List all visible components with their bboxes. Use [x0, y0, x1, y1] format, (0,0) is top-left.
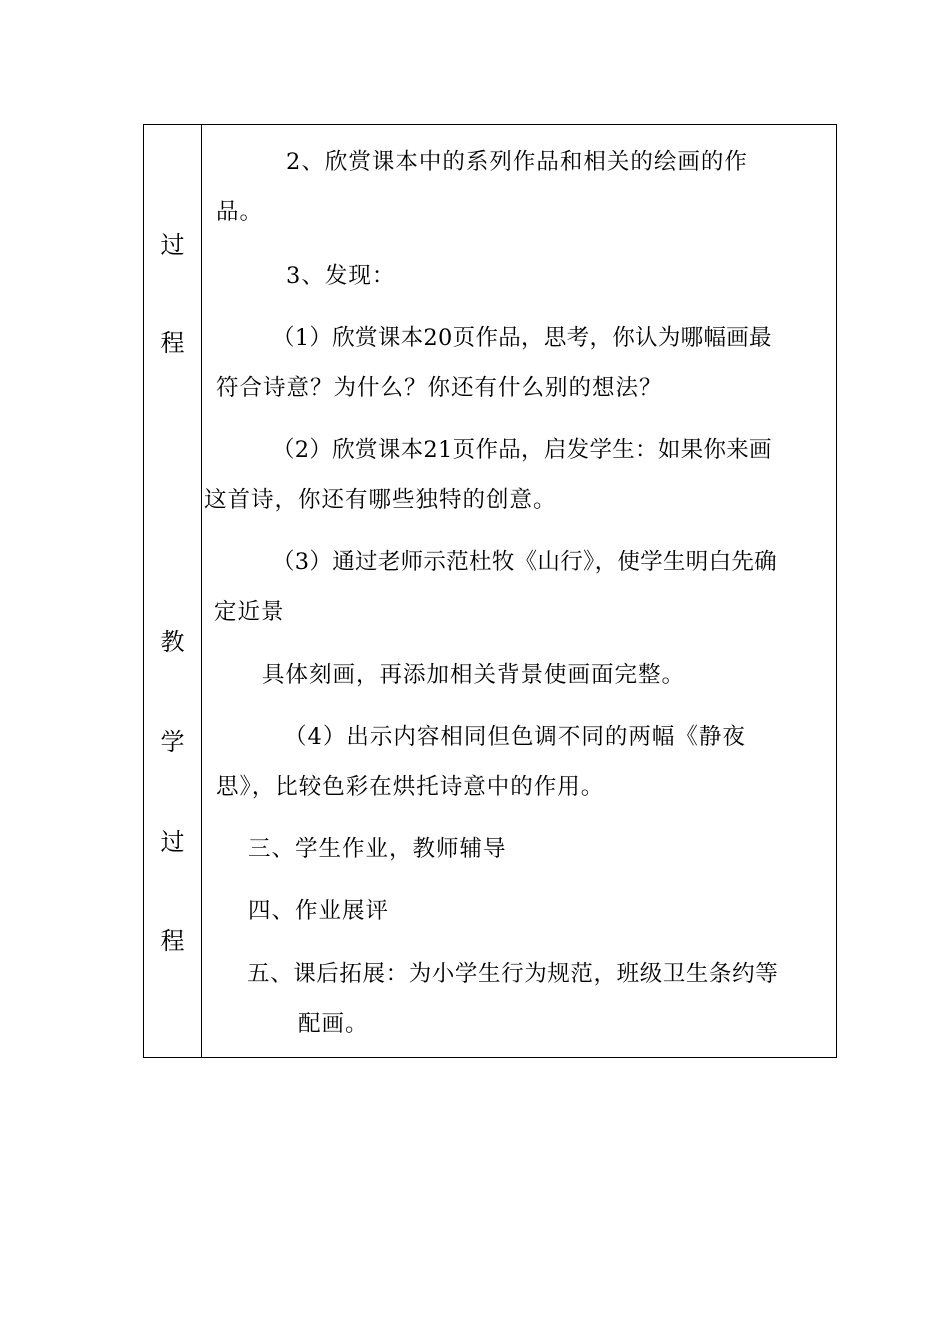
- side-label-char: 过: [160, 828, 185, 856]
- content-line: 符合诗意？为什么？你还有什么别的想法？: [216, 375, 663, 401]
- content-line: （2）欣赏课本21页作品，启发学生：如果你来画: [272, 437, 772, 463]
- side-label-char: 程: [160, 927, 185, 955]
- side-label-char: 学: [160, 728, 185, 756]
- side-label-char: 程: [160, 329, 185, 357]
- lesson-table: [143, 124, 837, 1058]
- side-label-char: 过: [160, 231, 185, 259]
- content-line: 思》，比较色彩在烘托诗意中的作用。: [216, 774, 605, 800]
- content-line: （3）通过老师示范杜牧《山行》，使学生明白先确: [272, 549, 777, 575]
- content-line: （4）出示内容相同但色调不同的两幅《静夜: [284, 724, 746, 750]
- content-line: 三、学生作业，教师辅导: [248, 836, 507, 862]
- content-line: 四、作业展评: [248, 898, 390, 924]
- content-line: 具体刻画，再添加相关背景使画面完整。: [262, 662, 686, 688]
- content-line: 五、课后拓展：为小学生行为规范，班级卫生条约等: [247, 961, 779, 987]
- content-line: 定近景: [214, 599, 285, 625]
- content-line: （1）欣赏课本20页作品，思考，你认为哪幅画最: [272, 325, 772, 351]
- content-line: 2、欣赏课本中的系列作品和相关的绘画的作: [286, 149, 748, 175]
- column-divider: [201, 125, 202, 1057]
- content-line: 这首诗，你还有哪些独特的创意。: [204, 487, 557, 513]
- content-line: 配画。: [298, 1011, 369, 1037]
- side-label-char: 教: [160, 628, 185, 656]
- content-line: 品。: [216, 199, 264, 225]
- content-line: 3、发现：: [286, 263, 396, 289]
